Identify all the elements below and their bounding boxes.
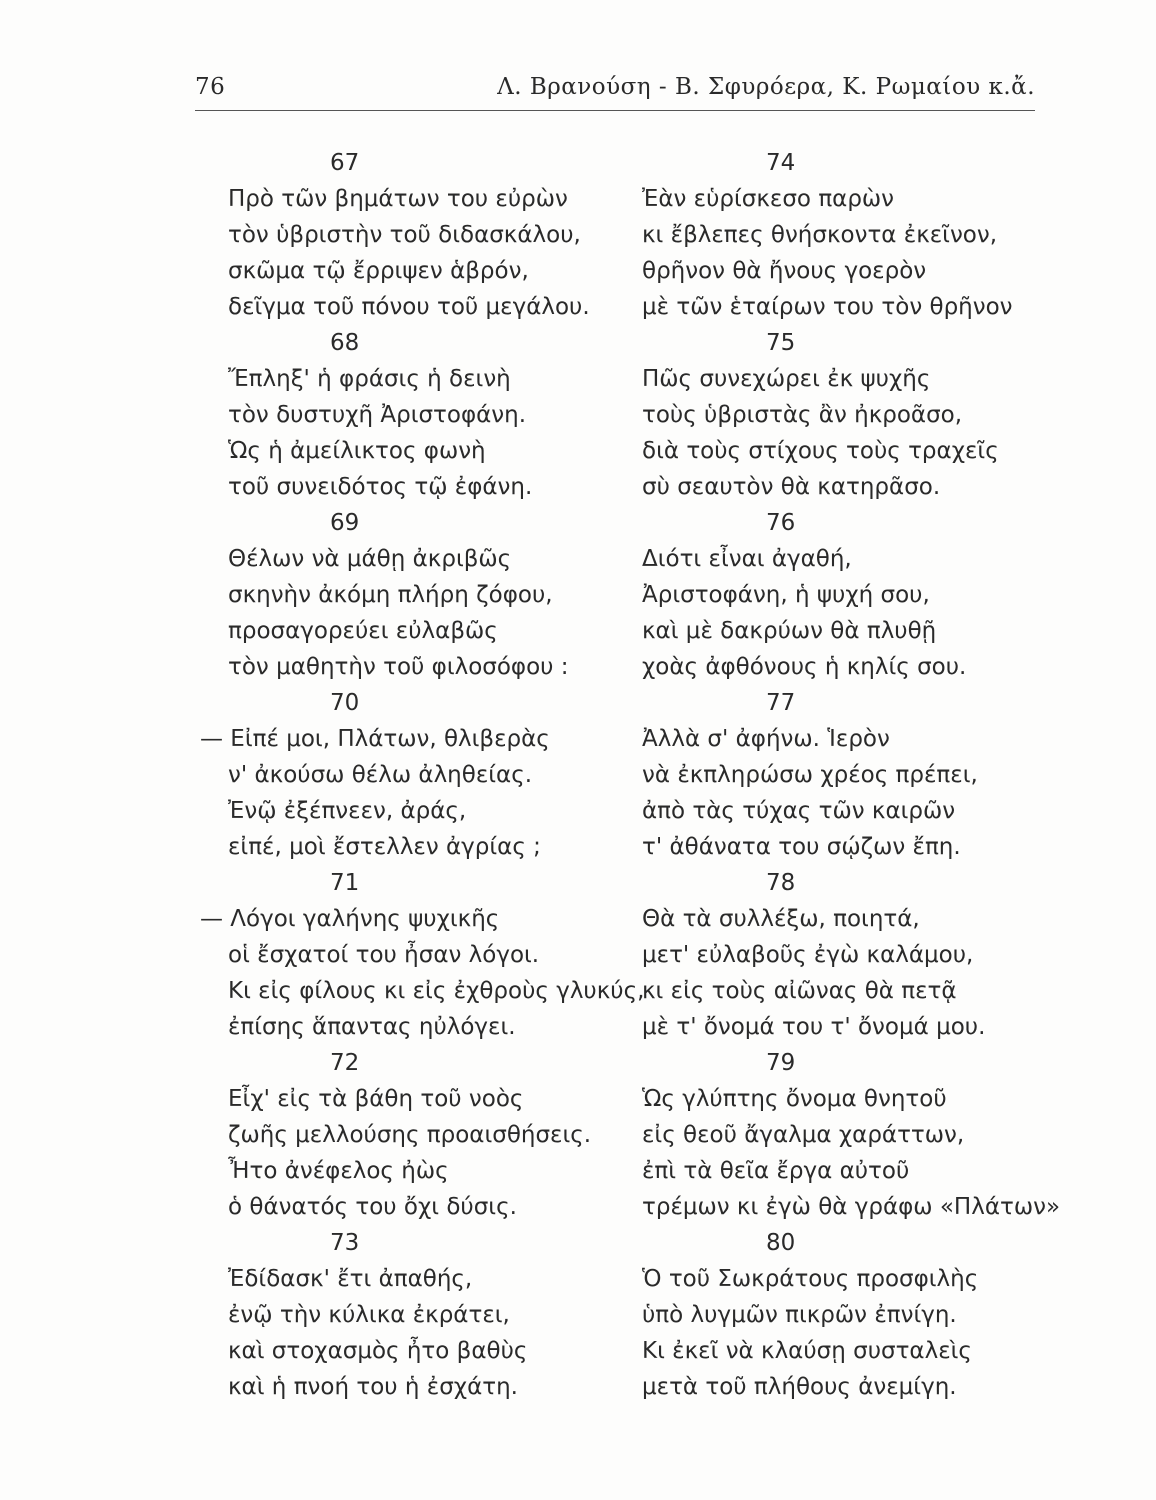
verse-line: τοὺς ὑβριστὰς ἂν ἠκροᾶσο, [642, 402, 963, 428]
verse-line: προσαγορεύει εὐλαβῶς [228, 618, 498, 644]
verse-line: σκηνὴν ἀκόμη πλήρη ζόφου, [228, 582, 553, 608]
verse-line: εἰπέ, μοὶ ἔστελλεν ἀγρίας ; [228, 834, 541, 860]
stanza-number: 78 [766, 870, 796, 896]
verse-line: Ἦτο ἀνέφελος ἠὼς [228, 1158, 449, 1184]
stanza-number: 74 [766, 150, 796, 176]
verse-line: σὺ σεαυτὸν θὰ κατηρᾶσο. [642, 474, 941, 500]
stanza [636, 1045, 1066, 1225]
right-column [636, 145, 1066, 1405]
verse-line: Θὰ τὰ συλλέξω, ποιητά, [642, 906, 920, 932]
verse-line: καὶ στοχασμὸς ἦτο βαθὺς [228, 1338, 528, 1364]
stanza-number: 77 [766, 690, 796, 716]
verse-line: καὶ μὲ δακρύων θὰ πλυθῇ [642, 618, 937, 644]
stanza [200, 865, 645, 1045]
verse-line: Θέλων νὰ μάθῃ ἀκριβῶς [228, 546, 512, 572]
verse-line: κι εἰς τοὺς αἰῶνας θὰ πετᾷ [642, 978, 957, 1004]
verse-line: μετὰ τοῦ πλήθους ἀνεμίγη. [642, 1374, 957, 1400]
verse-line: Ἐὰν εὑρίσκεσο παρὼν [642, 186, 895, 212]
verse-line: διὰ τοὺς στίχους τοὺς τραχεῖς [642, 438, 999, 464]
stanza [200, 145, 640, 325]
stanza [636, 145, 1066, 325]
stanza-number: 79 [766, 1050, 796, 1076]
verse-line: Ὡς ἡ ἀμείλικτος φωνὴ [228, 438, 486, 464]
verse-line: — Εἰπέ μοι, Πλάτων, θλιβερὰς [200, 726, 550, 752]
stanza [636, 865, 1066, 1045]
verse-line: Διότι εἶναι ἀγαθή, [642, 546, 852, 572]
verse-line: Πρὸ τῶν βημάτων του εὐρὼν [228, 186, 568, 212]
verse-line: καὶ ἡ πνοή του ἡ ἐσχάτη. [228, 1374, 518, 1400]
verse-line: μὲ τ' ὄνομά του τ' ὄνομά μου. [642, 1014, 986, 1040]
verse-line: χοὰς ἀφθόνους ἡ κηλίς σου. [642, 654, 967, 680]
verse-line: τοῦ συνειδότος τῷ ἐφάνη. [228, 474, 533, 500]
stanza [636, 325, 1066, 505]
stanza-number: 68 [330, 330, 360, 356]
verse-line: ἐπὶ τὰ θεῖα ἔργα αὐτοῦ [642, 1158, 910, 1184]
stanza [200, 505, 640, 685]
left-column [200, 145, 645, 1405]
verse-line: Εἶχ' εἰς τὰ βάθη τοῦ νοὸς [228, 1086, 524, 1112]
verse-line: Ἐδίδασκ' ἔτι ἀπαθής, [228, 1266, 473, 1292]
verse-line: εἰς θεοῦ ἄγαλμα χαράττων, [642, 1122, 965, 1148]
verse-line: τ' ἀθάνατα του σῴζων ἔπη. [642, 834, 961, 860]
stanza-number: 80 [766, 1230, 796, 1256]
stanza [200, 1045, 640, 1225]
verse-line: σκῶμα τῷ ἔρριψεν ἁβρόν, [228, 258, 529, 284]
verse-line: ζωῆς μελλούσης προαισθήσεις. [228, 1122, 592, 1148]
running-title: Λ. Βρανούση - Β. Σφυρόερα, Κ. Ρωμαίου κ.ἄ. [497, 74, 1035, 100]
stanza-number: 69 [330, 510, 360, 536]
verse-line: οἱ ἔσχατοί του ἦσαν λόγοι. [228, 942, 540, 968]
verse-line: Κι εἰς φίλους κι εἰς ἐχθροὺς γλυκύς, [228, 978, 645, 1004]
verse-line: μὲ τῶν ἑταίρων του τὸν θρῆνον [642, 294, 1013, 320]
verse-line: Ἀλλὰ σ' ἀφήνω. Ἱερὸν [642, 726, 890, 752]
stanza-number: 70 [330, 690, 360, 716]
stanza-number: 71 [330, 870, 360, 896]
verse-line: Κι ἐκεῖ νὰ κλαύσῃ συσταλεὶς [642, 1338, 972, 1364]
verse-line: ὁ θάνατός του ὄχι δύσις. [228, 1194, 517, 1220]
verse-line: ἐπίσης ἅπαντας ηὐλόγει. [228, 1014, 516, 1040]
stanza [200, 685, 640, 865]
stanza [636, 685, 1066, 865]
verse-line: ἐνῷ τὴν κύλικα ἐκράτει, [228, 1302, 510, 1328]
stanza-number: 76 [766, 510, 796, 536]
verse-line: Πῶς συνεχώρει ἐκ ψυχῆς [642, 366, 931, 392]
page-number: 76 [195, 74, 226, 100]
stanza-number: 72 [330, 1050, 360, 1076]
verse-line: Ἐνῷ ἐξέπνεεν, ἀράς, [228, 798, 467, 824]
verse-line: Ἔπληξ' ἡ φράσις ἡ δεινὴ [228, 366, 511, 392]
stanza-number: 67 [330, 150, 360, 176]
stanza-number: 73 [330, 1230, 360, 1256]
verse-line: τὸν δυστυχῆ Ἀριστοφάνη. [228, 402, 527, 428]
stanza [636, 505, 1066, 685]
verse-line: Ὁ τοῦ Σωκράτους προσφιλὴς [642, 1266, 979, 1292]
verse-line: ν' ἀκούσω θέλω ἀληθείας. [228, 762, 533, 788]
verse-line: ὑπὸ λυγμῶν πικρῶν ἐπνίγη. [642, 1302, 957, 1328]
verse-line: τὸν ὑβριστὴν τοῦ διδασκάλου, [228, 222, 581, 248]
stanza [200, 325, 640, 505]
verse-line: — Λόγοι γαλήνης ψυχικῆς [200, 906, 500, 932]
page-header [195, 70, 1035, 111]
stanza [200, 1225, 640, 1405]
verse-line: κι ἔβλεπες θνήσκοντα ἐκεῖνον, [642, 222, 998, 248]
verse-line: τρέμων κι ἐγὼ θὰ γράφω «Πλάτων» [642, 1194, 1061, 1220]
verse-line: Ἀριστοφάνη, ἡ ψυχή σου, [642, 582, 930, 608]
verse-line: τὸν μαθητὴν τοῦ φιλοσόφου : [228, 654, 569, 680]
stanza-number: 75 [766, 330, 796, 356]
verse-line: νὰ ἐκπληρώσω χρέος πρέπει, [642, 762, 978, 788]
stanza [636, 1225, 1066, 1405]
verse-line: Ὡς γλύπτης ὄνομα θνητοῦ [642, 1086, 947, 1112]
verse-line: θρῆνον θὰ ἤνους γοερὸν [642, 258, 927, 284]
verse-line: δεῖγμα τοῦ πόνου τοῦ μεγάλου. [228, 294, 590, 320]
verse-line: μετ' εὐλαβοῦς ἐγὼ καλάμου, [642, 942, 974, 968]
verse-line: ἀπὸ τὰς τύχας τῶν καιρῶν [642, 798, 956, 824]
